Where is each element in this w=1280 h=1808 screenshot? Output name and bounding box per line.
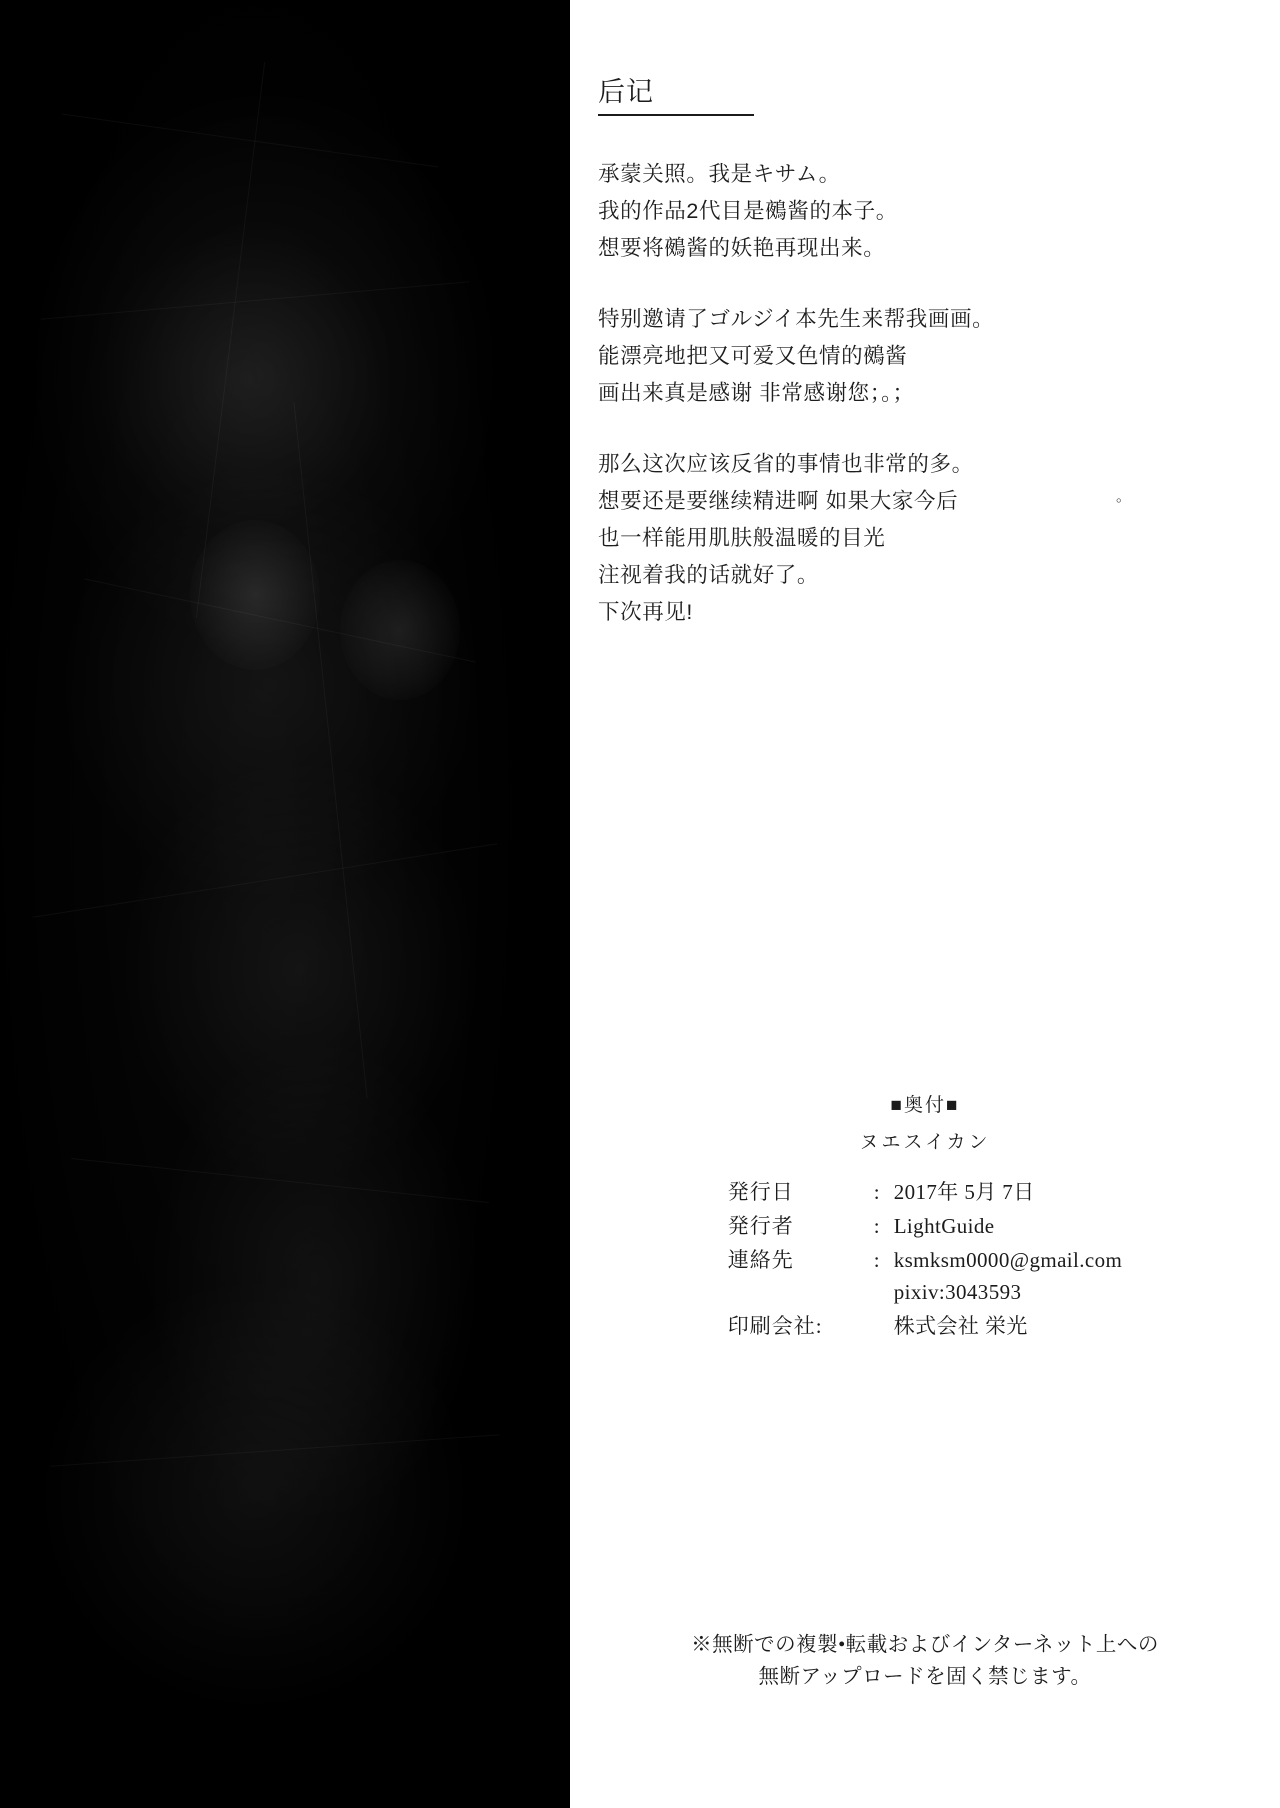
afterword-section — [598, 70, 1238, 652]
sketch-line — [62, 114, 438, 168]
colophon-label: 発行者 — [727, 1213, 794, 1238]
sketch-line — [51, 1434, 500, 1466]
panel-vignette — [0, 0, 570, 1808]
afterword-line: 想要将鵺酱的妖艳再现出来。 — [598, 235, 886, 260]
sketch-shape-lower — [40, 1280, 470, 1710]
sketch-line — [196, 62, 265, 618]
colophon-pixiv-id: pixiv:3043593 — [893, 1279, 1022, 1304]
afterword-line: 画出来真是感谢 非常感谢您；。； — [598, 380, 915, 405]
stray-punctuation-mark: 。 — [1116, 488, 1132, 505]
sketch-line — [84, 578, 475, 662]
colophon-separator: : — [873, 1180, 880, 1204]
illustration-panel — [0, 0, 570, 1808]
colophon-title: ■奥付■ — [890, 1095, 960, 1116]
sketch-line — [71, 1158, 489, 1203]
colophon-table — [728, 1176, 1123, 1344]
afterword-line: 那么这次应该反省的事情也非常的多。 — [598, 451, 974, 476]
sketch-line — [293, 402, 367, 1098]
sketch-shape-face — [80, 215, 410, 545]
afterword-line: 注视着我的话就好了。 — [598, 562, 820, 587]
colophon-value-group — [894, 1244, 1123, 1310]
afterword-line: 我的作品2代目是鵺酱的本子。 — [598, 198, 898, 223]
sketch-line — [33, 843, 497, 918]
afterword-heading: 后记 — [598, 70, 754, 116]
afterword-paragraph-3 — [598, 446, 1238, 631]
sketch-shape-legs — [150, 1040, 480, 1520]
colophon-subtitle: ヌエスイカン — [859, 1132, 991, 1153]
colophon-value: 2017年 5月 7日 — [893, 1180, 1035, 1204]
table-row — [728, 1244, 1123, 1310]
sketch-line — [41, 281, 469, 319]
sketch-highlight-left — [190, 520, 320, 670]
colophon-label: 発行日 — [727, 1180, 794, 1204]
table-row — [728, 1310, 1123, 1344]
table-row — [728, 1210, 1123, 1244]
colophon-separator — [860, 1310, 894, 1344]
afterword-line: 也一样能用肌肤般温暖的目光 — [598, 525, 886, 550]
sketch-shape-hair — [30, 90, 500, 650]
afterword-line: 下次再见! — [598, 599, 693, 624]
afterword-line: 特别邀请了ゴルジイ本先生来帮我画画。 — [598, 306, 995, 331]
notice-line: ※無断での複製•転載およびインターネット上への — [691, 1634, 1159, 1656]
colophon-separator: : — [873, 1213, 880, 1238]
sketch-highlight-right — [340, 560, 460, 700]
colophon-label: 連絡先 — [727, 1247, 794, 1272]
afterword-paragraph-2 — [598, 301, 1238, 412]
colophon-section — [570, 1090, 1280, 1344]
sketch-shape-hips — [120, 760, 480, 1180]
afterword-paragraph-1 — [598, 156, 1238, 267]
colophon-value: 株式会社 栄光 — [893, 1313, 1028, 1338]
sketch-shape-torso — [60, 470, 480, 900]
notice-line: 無断アップロードを固く禁じます。 — [758, 1665, 1092, 1688]
content-page — [570, 0, 1280, 1808]
afterword-line: 承蒙关照。我是キサム。 — [598, 162, 841, 186]
colophon-value: LightGuide — [893, 1213, 995, 1238]
copyright-notice — [570, 1630, 1280, 1694]
afterword-line: 想要还是要继续精进啊 如果大家今后 — [598, 488, 959, 513]
table-row — [728, 1176, 1123, 1210]
colophon-email: ksmksm0000@gmail.com — [893, 1247, 1123, 1272]
colophon-separator: : — [873, 1247, 880, 1272]
afterword-line: 能漂亮地把又可爱又色情的鵺酱 — [598, 343, 908, 368]
colophon-label: 印刷会社: — [727, 1313, 823, 1338]
